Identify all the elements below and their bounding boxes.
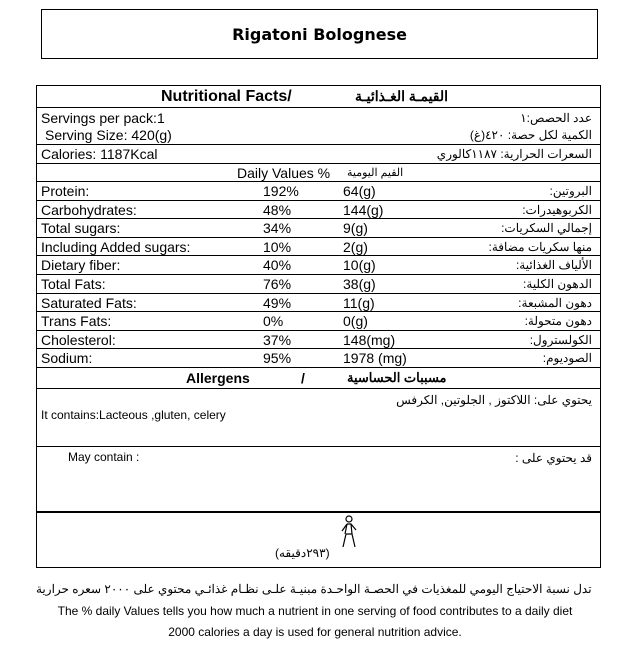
- activity-duration: (٢٩٣دقيقه): [275, 546, 330, 560]
- nutrient-amount: 0(g): [343, 313, 368, 330]
- walking-person-icon: [337, 515, 361, 554]
- calories-en: Calories: 1187Kcal: [41, 146, 158, 162]
- header-en: Nutritional Facts/: [161, 88, 292, 105]
- nutrient-label-ar: إجمالي السكريات:: [501, 221, 592, 236]
- allergens-header-en: Allergens: [186, 370, 250, 386]
- may-contain-en: May contain :: [68, 450, 140, 464]
- footer-ar: تدل نسبة الاحتياج اليومي للمغذيات في الحصـة الواحـدة مبنيـة علـى نظـام غذائـي محتوي على ٢٠٠٠ سعره حرارية: [36, 582, 592, 596]
- servings-block: [37, 108, 600, 145]
- nutrient-label-ar: منها سكريات مضافة:: [488, 239, 592, 254]
- nutrient-label-en: Total Fats:: [41, 276, 106, 292]
- allergens-header-ar: مسببات الحساسية: [347, 370, 447, 385]
- nutrient-percent: 37%: [263, 331, 292, 348]
- nutrient-row: [37, 331, 600, 350]
- nutrient-row: [37, 201, 600, 220]
- contains-en: It contains:Lacteous ,gluten, celery: [41, 408, 226, 422]
- nutrient-amount: 10(g): [343, 257, 376, 274]
- contains-ar: يحتوي على: اللاكتوز , الجلوتين, الكرفس: [396, 393, 592, 407]
- nutrient-label-ar: الصوديوم:: [542, 351, 592, 366]
- nutrient-row: [37, 312, 600, 331]
- header-ar: القيمـة الغـذائيـة: [355, 88, 449, 104]
- nutrient-label-en: Saturated Fats:: [41, 294, 137, 311]
- daily-values-header-row: [37, 164, 600, 182]
- contains-block: [37, 389, 600, 447]
- footer-en-line2: 2000 calories a day is used for general nutrition advice.: [168, 625, 462, 639]
- nutrient-label-en: Dietary fiber:: [41, 257, 121, 274]
- nutrient-percent: 48%: [263, 201, 292, 218]
- nutrient-label-en: Total sugars:: [41, 220, 121, 237]
- nutrient-label-ar: دهون متحولة:: [524, 314, 592, 329]
- nutrient-percent: 192%: [263, 183, 299, 199]
- allergens-header-row: [37, 368, 600, 389]
- servings-per-pack-en: Servings per pack:1: [41, 110, 165, 126]
- nutrient-label-en: Trans Fats:: [41, 313, 112, 330]
- nutrient-label-en: Including Added sugars:: [41, 238, 191, 255]
- nutrient-row: [37, 349, 600, 368]
- nutrient-label-ar: الكولسترول:: [529, 332, 592, 347]
- product-title-box: [41, 9, 598, 59]
- serving-size-ar: الكمية لكل حصة: ٤٢٠(غ): [469, 128, 592, 142]
- nutrient-amount: 38(g): [343, 276, 376, 292]
- servings-per-pack-ar: عدد الحصص:١: [520, 111, 592, 125]
- daily-values-ar: القيم اليومية: [347, 167, 404, 179]
- nutrient-amount: 148(mg): [343, 331, 396, 348]
- nutrient-label-en: Cholesterol:: [41, 331, 116, 348]
- serving-size-en: Serving Size: 420(g): [45, 127, 172, 143]
- nutrient-percent: 40%: [263, 257, 292, 274]
- daily-values-en: Daily Values %: [237, 165, 331, 181]
- nutrient-row: [37, 238, 600, 257]
- product-title: Rigatoni Bolognese: [232, 24, 407, 44]
- nutrient-label-ar: الكربوهيدرات:: [522, 202, 592, 217]
- nutrient-percent: 49%: [263, 294, 292, 311]
- nutrient-label-en: Protein:: [41, 183, 90, 199]
- nutrient-row: [37, 219, 600, 238]
- calories-ar: السعرات الحرارية: ١١٨٧كالوري: [436, 147, 592, 161]
- nutrient-amount: 64(g): [343, 183, 376, 199]
- nutrient-percent: 34%: [263, 220, 292, 237]
- nutrient-label-ar: البروتين:: [549, 184, 592, 198]
- nutrient-amount: 9(g): [343, 220, 368, 237]
- may-contain-block: [37, 447, 600, 511]
- nutrient-label-ar: دهون المشبعة:: [518, 295, 592, 310]
- nutrient-percent: 10%: [263, 238, 292, 255]
- allergens-slash: /: [301, 370, 305, 386]
- nutrient-label-en: Sodium:: [41, 350, 93, 367]
- nutrient-row: [37, 294, 600, 313]
- footer-en-line1: The % daily Values tells you how much a nutrient in one serving of food contributes to a daily diet: [57, 604, 573, 618]
- nutrient-amount: 144(g): [343, 201, 384, 218]
- nutrient-label-en: Carbohydrates:: [41, 201, 137, 218]
- nutrient-label-ar: الدهون الكلية:: [523, 277, 592, 291]
- calories-row: [37, 145, 600, 164]
- nutrient-percent: 95%: [263, 350, 292, 367]
- nutrient-amount: 11(g): [343, 294, 375, 311]
- nutrition-header-row: [37, 86, 600, 108]
- nutrient-row: [37, 256, 600, 275]
- nutrient-label-ar: الألياف الغذائية:: [515, 258, 592, 273]
- nutrient-row: [37, 275, 600, 294]
- nutrient-amount: 2(g): [343, 238, 368, 255]
- nutrient-amount: 1978 (mg): [343, 350, 407, 367]
- may-contain-ar: قد يحتوي على :: [515, 451, 592, 465]
- nutrient-percent: 76%: [263, 276, 292, 292]
- nutrient-percent: 0%: [263, 313, 284, 330]
- nutrient-row: [37, 182, 600, 201]
- nutrition-facts-panel: [36, 85, 601, 512]
- activity-box: [36, 512, 601, 568]
